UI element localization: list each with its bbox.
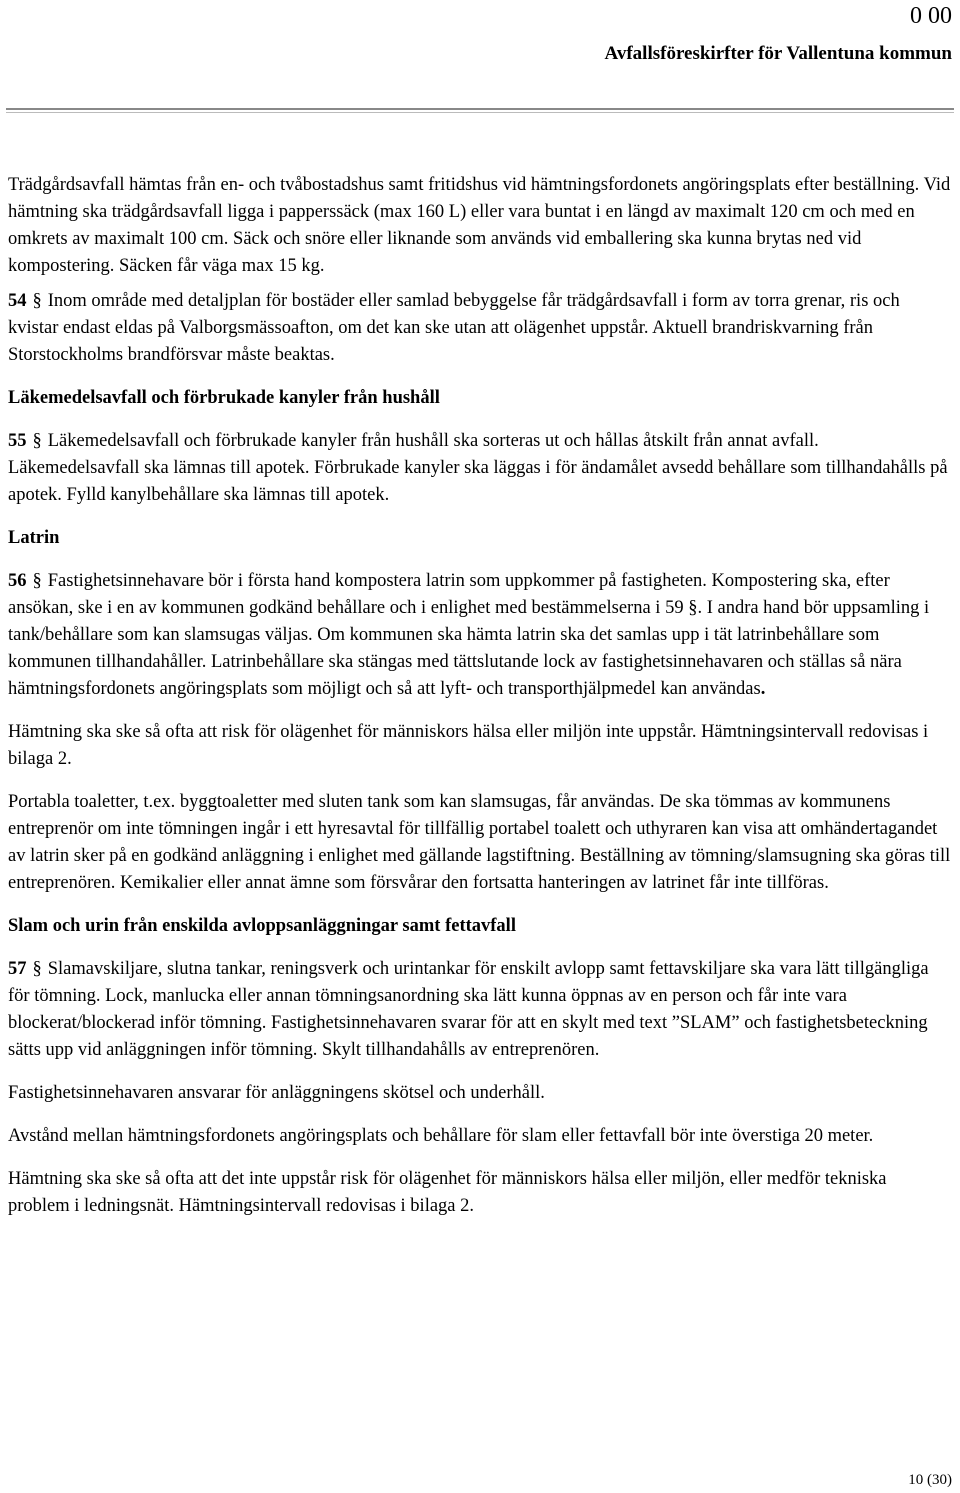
section-text: Fastighetsinnehavare bör i första hand kompostera latrin som uppkommer på fastigheten. Kompostering ska, efter ansökan, ske i en av kommunen godkänd behållare och i enlighet med bestämmelserna i 59 §. I andra hand bör uppsamling i tank/behållare som kan slamsugas väljas. Om kommunen ska hämta latrin ska det samlas upp i tät latrinbehållare som kommunen tillhandahåller. Latrinbehållare ska stängas med tättslutande lock av fastighetsinnehavaren och ställas så nära hämtningsfordonets angöringsplats som möjligt och så att lyft- och transporthjälpmedel kan användas [8,571,930,699]
header-divider-secondary [6,112,954,113]
section-sign: § [32,431,42,451]
section-sign: § [32,291,42,311]
paragraph-collection-frequency: Hämtning ska ske så ofta att risk för olägenhet för människors hälsa eller miljön inte uppstår. Hämtningsintervall redovisas i bilaga 2. [8,722,929,769]
section-number: 55 [8,431,27,451]
section-text-end: . [760,679,766,699]
section-text: Slamavskiljare, slutna tankar, reningsverk och urintankar för enskilt avlopp samt fettavskiljare ska vara lätt tillgängliga för tömning. Lock, manlucka eller annan tömningsanordning ska lätt kunna öppnas av en person och får inte vara blockerat/blockerad inför tömning. Fastighetsinnehavaren svarar för att en skylt med text ”SLAM” och fastighetsbeteckning sätts upp vid anläggningen inför tömning. Skylt tillhandahålls av entreprenören. [8,959,929,1060]
section-56 [8,568,952,703]
section-sign: § [32,571,42,591]
section-number: 56 [8,571,27,591]
section-text: Inom område med detaljplan för bostäder eller samlad bebyggelse får trädgårdsavfall i form av torra grenar, ris och kvistar endast eldas på Valborgsmässoafton, om det kan ske utan att olägenhet uppstår. Aktuell brandriskvarning från Storstockholms brandförsvar måste beaktas. [8,291,900,365]
document-number: 0 00 [910,3,952,29]
paragraph-garden-waste: Trädgårdsavfall hämtas från en- och tvåbostadshus samt fritidshus vid hämtningsfordonets angöringsplats efter beställning. Vid hämtning ska trädgårdsavfall ligga i papperssäck (max 160 L) eller vara buntat i en längd av maximalt 120 cm och med en omkrets av maximalt 100 cm. Säck och snöre eller liknande som används vid emballering ska kunna brytas ned vid kompostering. Säcken får väga max 15 kg. [8,175,951,276]
document-body [8,172,952,1220]
paragraph-distance: Avstånd mellan hämtningsfordonets angöringsplats och behållare för slam eller fettavfall bör inte överstiga 20 meter. [8,1126,874,1146]
paragraph-collection-frequency-2: Hämtning ska ske så ofta att det inte uppstår risk för olägenhet för människors hälsa eller miljön, eller medför tekniska problem i ledningsnät. Hämtningsintervall redovisas i bilaga 2. [8,1169,887,1216]
paragraph-owner-responsibility: Fastighetsinnehavaren ansvarar för anläggningens skötsel och underhåll. [8,1083,545,1103]
section-55 [8,428,952,509]
section-text: Läkemedelsavfall och förbrukade kanyler från hushåll ska sorteras ut och hållas åtskilt från annat avfall. Läkemedelsavfall ska lämnas till apotek. Förbrukade kanyler ska läggas i för ändamålet avsedd behållare som tillhandahålls på apotek. Fylld kanylbehållare ska lämnas till apotek. [8,431,948,505]
heading-pharmaceutical-waste: Läkemedelsavfall och förbrukade kanyler från hushåll [8,388,440,408]
document-title: Avfallsföreskirfter för Vallentuna kommun [604,43,952,64]
page-number: 10 (30) [908,1472,952,1488]
paragraph-portable-toilets: Portabla toaletter, t.ex. byggtoaletter med sluten tank som kan slamsugas, får användas. De ska tömmas av kommunens entreprenör om inte tömningen ingår i ett hyresavtal för tillfällig portabel toalett och uthyraren kan visa att omhändertagandet av latrin sker på en godkänd anläggning i enlighet med gällande lagstiftning. Beställning av tömning/slamsugning ska göras till entreprenören. Kemikalier eller annat ämne som försvårar den fortsatta hanteringen av latrinet får inte tillföras. [8,792,951,893]
header-divider [6,108,954,110]
heading-latrine: Latrin [8,528,60,548]
section-54 [8,288,952,369]
page-header [605,0,952,66]
heading-sludge-urine-fat: Slam och urin från enskilda avloppsanläggningar samt fettavfall [8,916,516,936]
section-57 [8,956,952,1064]
section-sign: § [32,959,42,979]
section-number: 57 [8,959,27,979]
section-number: 54 [8,291,27,311]
